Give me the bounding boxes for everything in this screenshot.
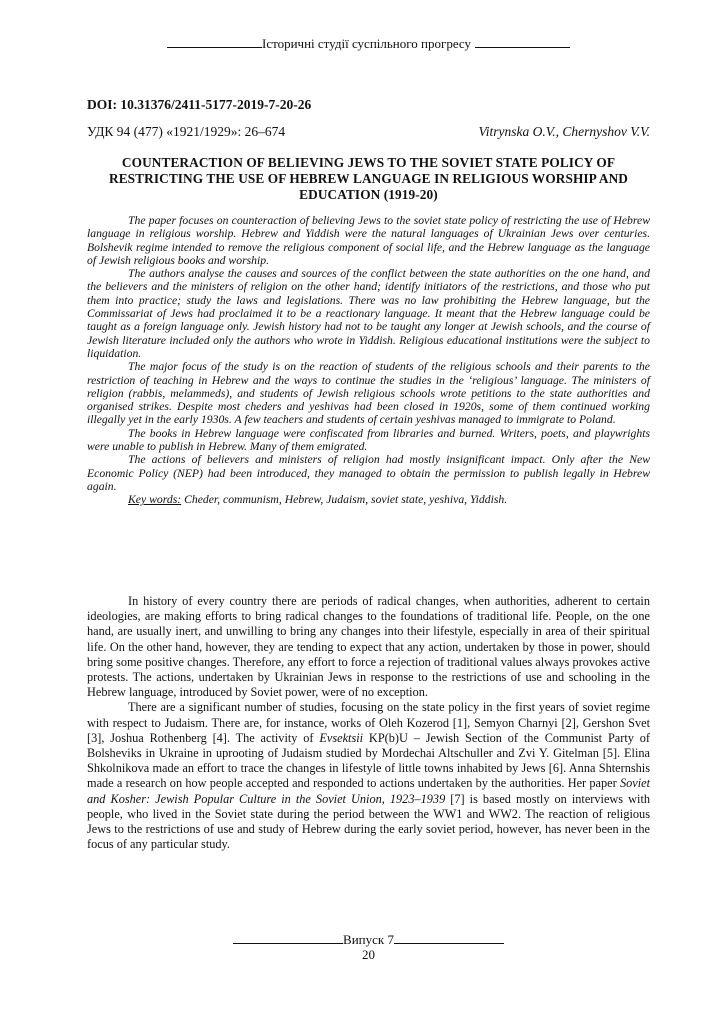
- abstract: [87, 214, 650, 507]
- doi: DOI: 10.31376/2411-5177-2019-7-20-26: [87, 97, 312, 112]
- body-text: There are a significant number of studies, focusing on the state policy in the first years of soviet regime with respect to Judaism. There are, for instance, works of Oleh Kozerod [1], Semyon Charnyi [2], Gershon Svet [3], Joshua Rothenberg [4]. The activity of: [87, 700, 650, 745]
- body-text: KP(b)U – Jewish Section of the Communist Party of Bolsheviks in Ukraine in uprooting of Judaism studied by Mordechai Altschuller and Zvi Y. Gitelman [5]. Elina Shkolnikova made an effort to trace the changes in lifestyle of little towns inhabited by Jews [6]. Anna Shternshis made a research on how people accepted and responded to actions undertaken by the authorities. Her paper: [87, 730, 650, 791]
- udk-code: УДК 94 (477) «1921/1929»: 26–674: [87, 124, 286, 139]
- keywords: [87, 493, 650, 506]
- journal-title: Історичні студії суспільного прогресу: [261, 36, 472, 51]
- keywords-label: Key words:: [128, 493, 182, 507]
- abstract-paragraph: The actions of believers and ministers of religion had mostly insignificant impact. Only after the New Economic Policy (NEP) had been introduced, they managed to obtain the permission to publish legally in Hebrew again.: [87, 453, 650, 493]
- article-body: [87, 594, 650, 852]
- udk-authors-row: [87, 124, 650, 140]
- abstract-paragraph: The paper focuses on counteraction of believing Jews to the soviet state policy of restricting the use of Hebrew language in religious worship. Hebrew and Yiddish were the natural languages of Ukrainian Jews over centuries. Bolshevik regime intended to remove the religious component of social life, and the Hebrew language as the language of Jewish religious books and worship.: [87, 214, 650, 267]
- issue-line: [87, 932, 650, 947]
- page-footer: [87, 932, 650, 962]
- evsektsii-term: Evsektsii: [319, 730, 364, 745]
- body-text: [7] is based mostly on interviews with people, who lived in the Soviet state during the period between the WW1 and WW2. The reaction of religious Jews to the restrictions of use and study of Hebrew during the early soviet period, however, has never been in the focus of any particular study.: [87, 791, 651, 852]
- abstract-paragraph: The major focus of the study is on the reaction of students of the religious schools and their parents to the restriction of teaching in Hebrew and the ways to continue the studies in the ‘religious’ language. The ministers of religion (rabbis, melammeds), and students of Jewish religious schools wrote petitions to the state authorities and organised strikes. Despite most cheders and yeshivas had been closed in 1920s, some of them continued working illegally yet in the early 1930s. A few teachers and students of certain yeshivas managed to immigrate to Poland.: [87, 360, 650, 427]
- footer-rule-right: [394, 932, 504, 944]
- issue-label: Випуск 7: [343, 932, 394, 947]
- page-number: 20: [362, 947, 375, 962]
- authors: Vitrynska O.V., Chernyshov V.V.: [478, 124, 650, 139]
- article-title: COUNTERACTION OF BELIEVING JEWS TO THE SOVIET STATE POLICY OF RESTRICTING THE USE OF HEBREW LANGUAGE IN RELIGIOUS WORSHIP AND EDUCATION (1919-20): [109, 155, 628, 202]
- cited-book-title: Soviet and Kosher: Jewish Popular Culture in the Soviet Union, 1923–1939: [87, 776, 650, 806]
- abstract-paragraph: The authors analyse the causes and sources of the conflict between the state authorities on the one hand, and the believers and the ministers of religion on the other hand; identify initiators of the restrictions, and those who put them into practice; study the laws and legislations. There was no law prohibiting the Hebrew language, but the Commissariat of Jews had proclaimed it to be a reactionary language. It meant that the Hebrew language could be taught as a foreign language only. Jewish history had not to be taught any longer at Jewish schools, and the course of Jewish literature included only the authors who wrote in Yiddish. Religious educational institutions were the subject to liquidation.: [87, 267, 650, 360]
- abstract-paragraph: The books in Hebrew language were confiscated from libraries and burned. Writers, poets, and playwrights were unable to publish in Hebrew. Many of them emigrated.: [87, 426, 650, 454]
- running-header: [87, 36, 650, 52]
- header-rule-left: [167, 36, 262, 48]
- keywords-list: Cheder, communism, Hebrew, Judaism, soviet state, yeshiva, Yiddish.: [181, 493, 508, 507]
- body-paragraph: In history of every country there are periods of radical changes, when authorities, adherent to certain ideologies, are making efforts to bring radical changes to the foundations of traditional life. People, on the one hand, are usually inert, and unwilling to bring any changes into their lifestyle, especially in area of their spiritual life. On the other hand, however, they are tending to expect that any action, undertaken by those in power, should bring some positive changes. Therefore, any effort to force a rejection of traditional values always provokes active protests. The actions, undertaken by Ukrainian Jews in response to the restrictions of use and schooling in the Hebrew language, introduced by Soviet power, were of no exception.: [87, 594, 650, 700]
- body-paragraph: [87, 700, 650, 852]
- header-rule-right: [475, 36, 570, 48]
- footer-rule-left: [233, 932, 343, 944]
